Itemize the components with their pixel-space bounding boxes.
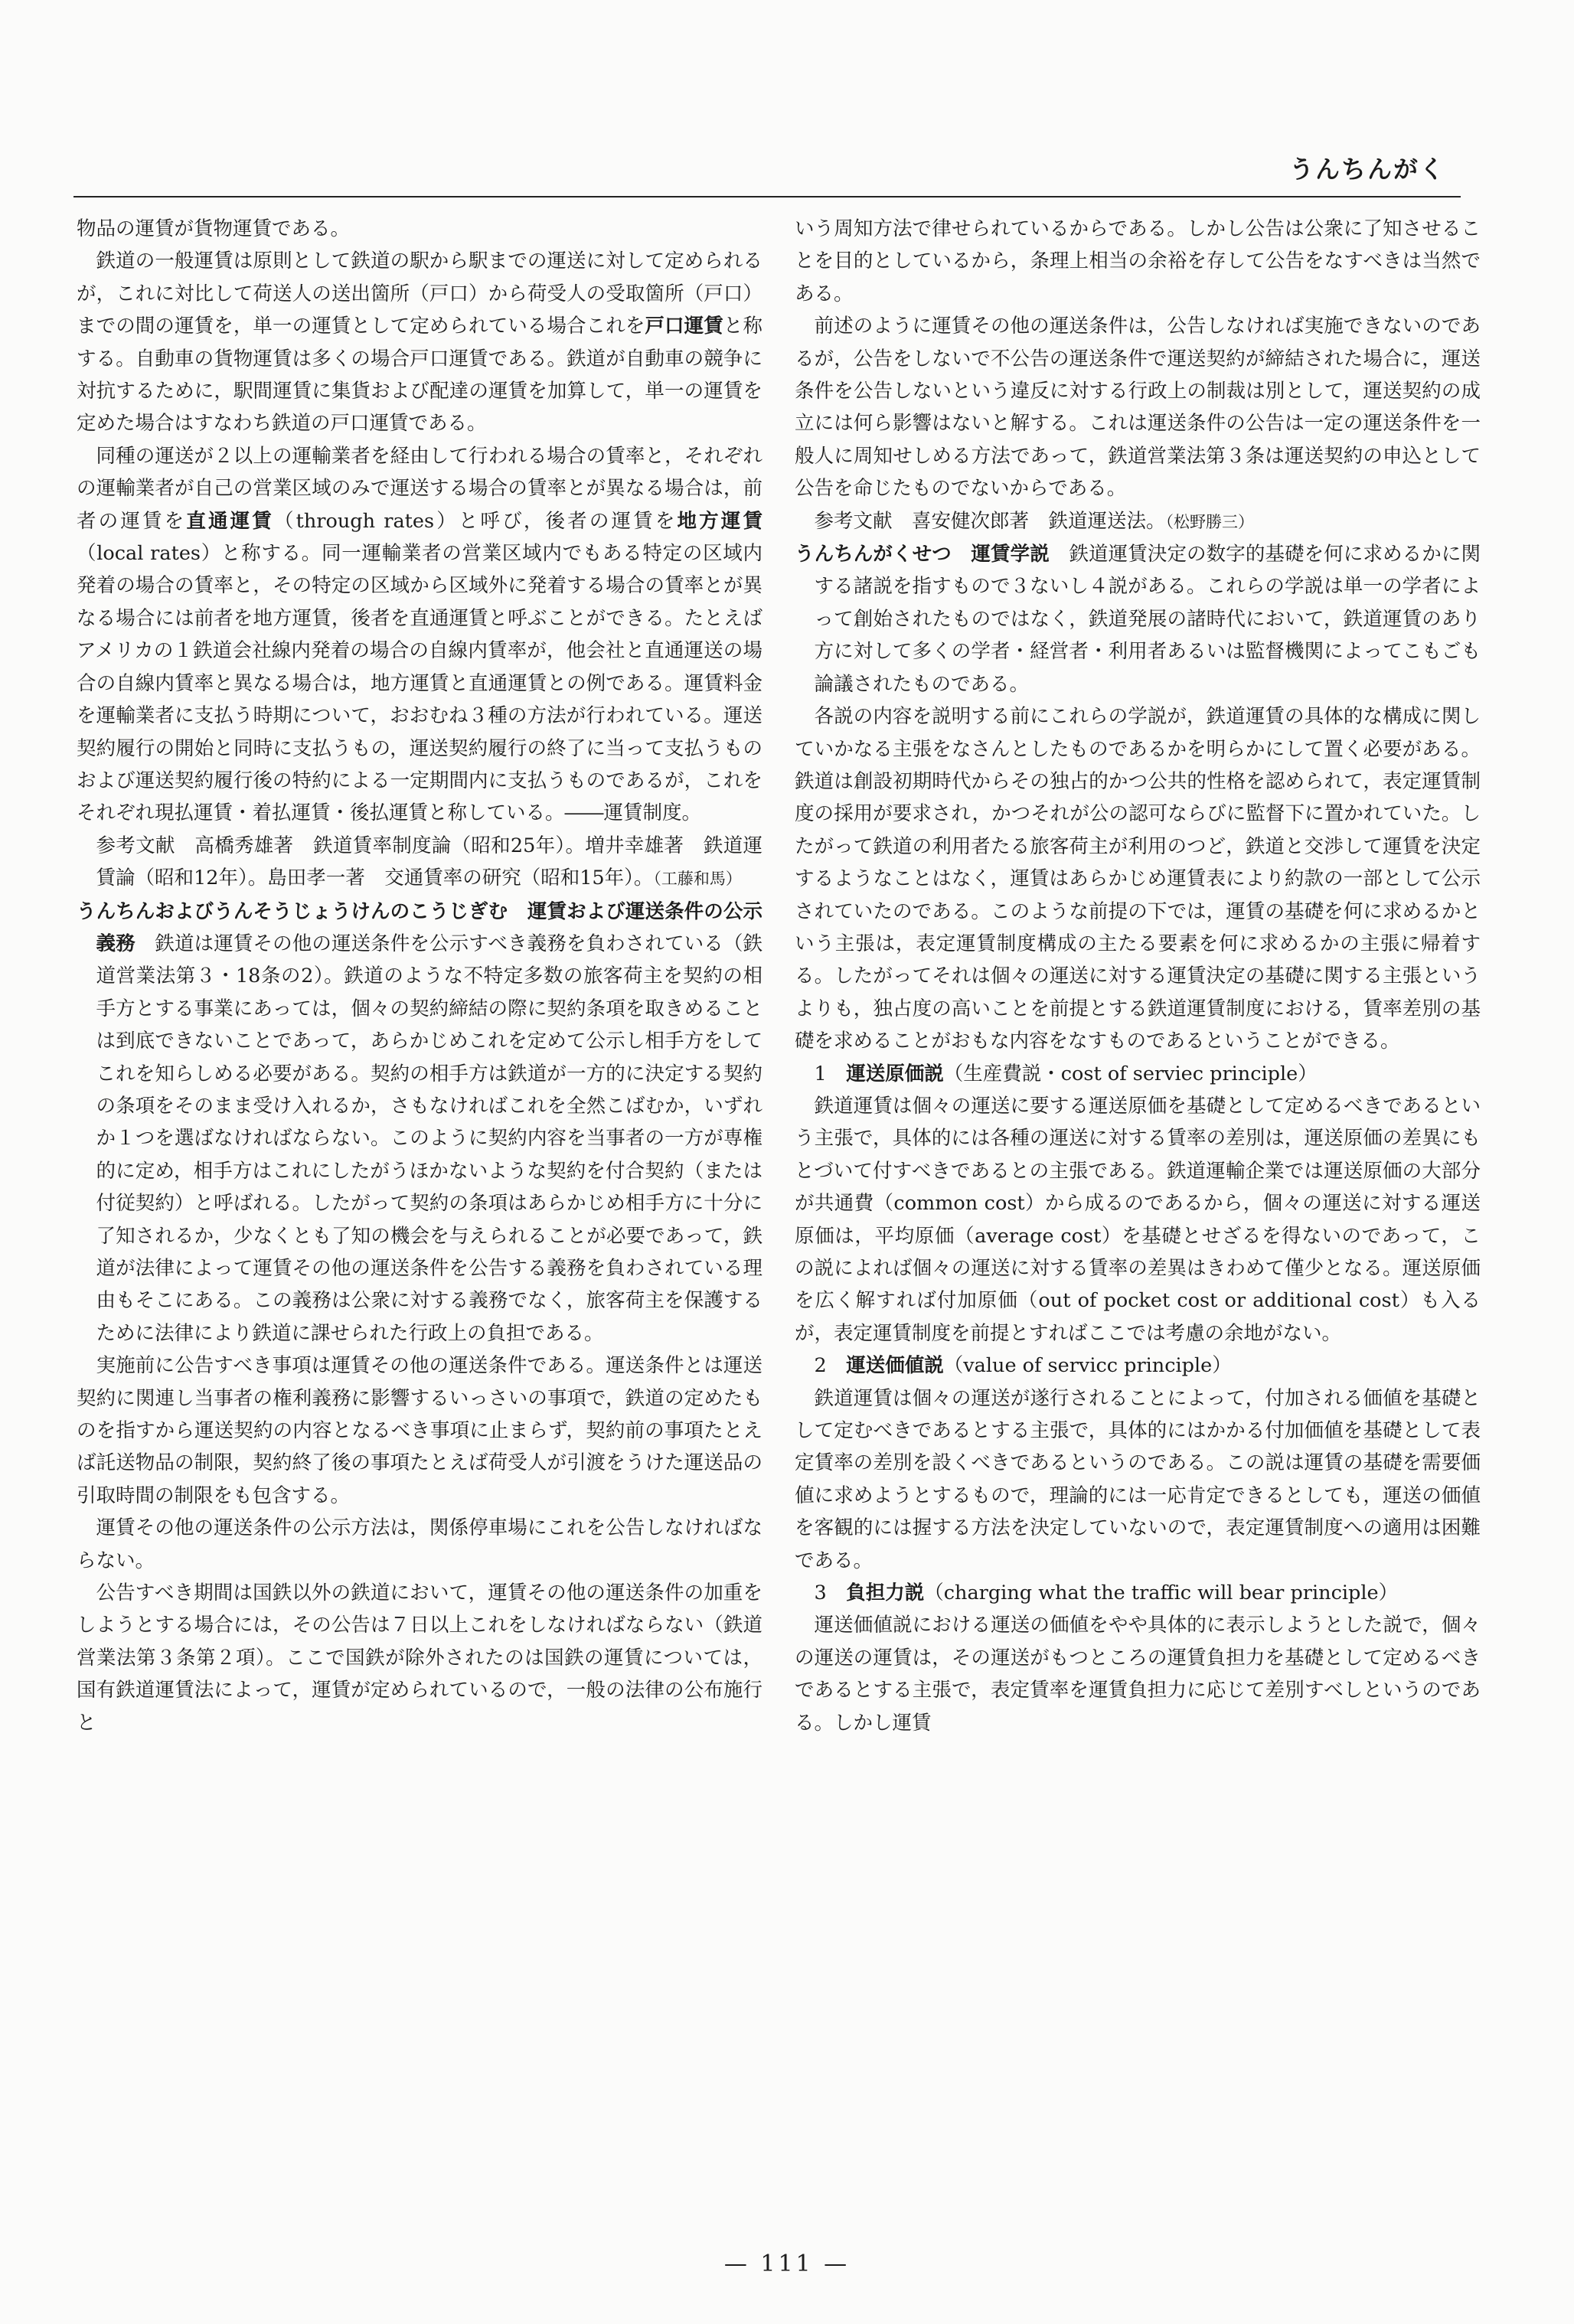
subsection-title: 運送原価説 [846, 1062, 944, 1085]
paragraph: 各説の内容を説明する前にこれらの学説が，鉄道運賃の具体的な構成に関していかなる主張をなさんとしたものであるかを明らかにして置く必要がある。鉄道は創設初期時代からその独占的かつ公共的性格を認められて，表定運賃制度の採用が要求され，かつそれが公の認可ならびに監督下に置かれていた。したがって鉄道の利用者たる旅客荷主が利用のつど，鉄道と交渉して運賃を決定するようなことはなく，運賃はあらかじめ運賃表により約款の一部として公示されていたのである。このような前提の下では，運賃の基礎を何に求めるかという主張は，表定運賃制度構成の主たる要素を何に求めるかの主張に帰着する。したがってそれは個々の運送に対する運賃決定の基礎に関する主張というよりも，独占度の高いことを前提とする鉄道運賃制度における，賃率差別の基礎を求めることがおもな内容をなすものであるということができる。 [795, 705, 1481, 1053]
author-signature: （松野勝三） [1165, 512, 1255, 531]
subsection-gloss: （value of servicc principle） [943, 1354, 1232, 1378]
paragraph: 鉄道運賃は個々の運送が遂行されることによって，付加される価値を基礎として定むべきであるとする主張で，具体的にはかかる付加価値を基礎として表定賃率の差別を設くべきであるというのである。この説は運賃の基礎を需要価値に求めようとするもので，理論的には一応肯定できるとしても，運送の価値を客観的には握する方法を決定していないので，表定運賃制度への適用は困難である。 [795, 1386, 1481, 1572]
subsection-heading [795, 1350, 1481, 1382]
subsection-heading [795, 1058, 1481, 1090]
reference-text: 参考文献 喜安健次郎著 鉄道運送法。 [814, 509, 1166, 533]
subsection-number: 1 [814, 1062, 827, 1085]
subsection-heading [795, 1577, 1481, 1609]
reference [77, 830, 763, 896]
entry [795, 538, 1481, 700]
term-bold: 直通運賃 [186, 509, 274, 533]
subsection-title: 運送価値説 [846, 1354, 944, 1378]
right-column [795, 213, 1481, 1739]
term-bold: 戸口運賃 [645, 315, 723, 338]
text-run: （through rates）と呼び，後者の運賃を [273, 509, 678, 533]
entry-term: 運賃および運送条件の公示義務 [96, 899, 763, 955]
entry-headword: うんちんおよびうんそうじょうけんのこうじぎむ [77, 899, 508, 923]
paragraph: 運送価値説における運送の価値をやや具体的に表示しようとした説で，個々の運送の運賃は，その運送がもつところの運賃負担力を基礎として定めるべきであるとする主張で，表定賃率を運賃負担力に応じて差別すべしというのである。しかし運賃 [795, 1614, 1481, 1735]
text-run: と称する。自動車の貨物運賃は多くの場合戸口運賃である。鉄道が自動車の競争に対抗するために，駅間運賃に集貨および配達の運賃を加算して，単一の運賃を定めた場合はすなわち鉄道の戸口運賃である。 [77, 315, 763, 436]
paragraph [77, 440, 763, 830]
text-run: （local rates）と称する。同一運輸業者の営業区域内でもある特定の区域内発着の場合の賃率と，その特定の区域から区域外に発着する場合の賃率とが異なる場合には前者を地方運賃，後者を直通運賃と呼ぶことができる。たとえばアメリカの１鉄道会社線内発着の場合の自線内賃率が，他会社と直通運送の場合の自線内賃率と異なる場合は，地方運賃と直通運賃との例である。運賃料金を運輸業者に支払う時期について，おおむね３種の方法が行われている。運送契約履行の開始と同時に支払うもの，運送契約履行の終了に当って支払うものおよび運送契約履行後の特約による一定期間内に支払うものであるが，これをそれぞれ現払運賃・着払運賃・後払運賃と称している。――運賃制度。 [77, 542, 763, 825]
reference [795, 505, 1481, 538]
paragraph: 前述のように運賃その他の運送条件は，公告しなければ実施できないのであるが，公告をしないで不公告の運送条件で運送契約が締結された場合に，運送条件を公告しないという違反に対する行政上の制裁は別として，運送契約の成立には何ら影響はないと解する。これは運送条件の公告は一定の運送条件を一般人に周知せしめる方法であって，鉄道営業法第３条は運送契約の申込として公告を命じたものでないからである。 [795, 315, 1481, 501]
author-signature: （工藤和馬） [653, 870, 742, 889]
entry-text: 鉄道運賃決定の数字的基礎を何に求めるかに関する諸説を指すもので３ないし４説がある。これらの学説は単一の学者によって創始されたものではなく，鉄道発展の諸時代において，鉄道運賃のあり方に対して多くの学者・経営者・利用者あるいは監督機関によってこもごも論議されたものである。 [814, 543, 1481, 696]
paragraph: 鉄道運賃は個々の運送に要する運送原価を基礎として定めるべきであるという主張で，具体的には各種の運送に対する賃率の差別は，運送原価の差異にもとづいて付すべきであるとの主張である。鉄道運輸企業では運送原価の大部分が共通費（common cost）から成るのであるから，個々の運送に対する運送原価は，平均原価（average cost）を基礎とせざるを得ないのであって，この説によれば個々の運送に対する賃率の差異はきわめて僅少となる。運送原価を広く解すれば付加原価（out of pocket cost or additional cost）も入るが，表定運賃制度を前提とすればここでは考慮の余地がない。 [795, 1094, 1481, 1345]
paragraph: 物品の運賃が貨物運賃である。 [77, 217, 351, 240]
entry-headword: うんちんがくせつ [795, 543, 952, 566]
reference-text: 参考文献 高橋秀雄著 鉄道賃率制度論（昭和25年）。増井幸雄著 鉄道運賃論（昭和12年）。島田孝一著 交通賃率の研究（昭和15年）。 [96, 834, 763, 890]
subsection-gloss: （生産費説・cost of serviec principle） [943, 1062, 1318, 1085]
paragraph: 実施前に公告すべき事項は運賃その他の運送条件である。運送条件とは運送契約に関連し当事者の権利義務に影響するいっさいの事項で，鉄道の定めたものを指すから運送契約の内容となるべき事項に止まらず，契約前の事項たとえば託送物品の制限，契約終了後の事項たとえば荷受人が引渡をうけた運送品の引取時間の制限をも包含する。 [77, 1354, 763, 1507]
entry-text: 鉄道は運賃その他の運送条件を公示すべき義務を負わされている（鉄道営業法第３・18条の2）。鉄道のような不特定多数の旅客荷主を契約の相手方とする事業にあっては，個々の契約締結の際に契約条項を取きめることは到底できないことであって，あらかじめこれを定めて公示し相手方をしてこれを知らしめる必要がある。契約の相手方は鉄道が一方的に決定する契約の条項をそのまま受け入れるか，さもなければこれを全然こばむか，いずれか１つを選ばなければならない。このように契約内容を当事者の一方が専権的に定め，相手方はこれにしたがうほかないような契約を付合契約（または付従契約）と呼ばれる。したがって契約の条項はあらかじめ相手方に十分に了知されるか，少なくとも了知の機会を与えられることが必要であって，鉄道が法律によって運賃その他の運送条件を公告する義務を負わされている理由もそこにある。この義務は公衆に対する義務でなく，旅客荷主を保護するために法律により鉄道に課せられた行政上の負担である。 [96, 932, 763, 1345]
running-head: うんちんがく [1288, 155, 1445, 184]
left-column [77, 213, 763, 1739]
page-number: — 111 — [723, 2251, 851, 2277]
text-run: 鉄道の一般運賃は原則として鉄道の駅から駅までの運送に対して定められるが，これに対比して荷送人の送出箇所（戸口）から荷受人の受取箇所（戸口）までの間の運賃を，単一の運賃として定められている場合これを [77, 250, 763, 338]
header-rule [73, 196, 1461, 197]
paragraph: いう周知方法で律せられているからである。しかし公告は公衆に了知させることを目的としているから，条理上相当の余裕を存して公告をなすべきは当然である。 [795, 217, 1481, 305]
text-run: 同種の運送が２以上の運輸業者を経由して行われる場合の賃率と，それぞれの運輸業者が自己の営業区域のみで運送する場合の賃率とが異なる場合は，前者の運賃を [77, 444, 763, 533]
paragraph: 公告すべき期間は国鉄以外の鉄道において，運賃その他の運送条件の加重をしようとする場合には，その公告は７日以上これをしなければならない（鉄道営業法第３条第２項）。ここで国鉄が除外されたのは国鉄の運賃については，国有鉄道運賃法によって，運賃が定められているので，一般の法律の公布施行と [77, 1581, 763, 1735]
paragraph: 運賃その他の運送条件の公示方法は，関係停車場にこれを公告しなければならない。 [77, 1516, 763, 1572]
entry-term: 運賃学説 [971, 543, 1050, 566]
term-bold: 地方運賃 [677, 509, 763, 533]
subsection-number: 2 [814, 1354, 827, 1378]
subsection-number: 3 [814, 1581, 827, 1605]
subsection-title: 負担力説 [846, 1581, 925, 1605]
entry [77, 896, 763, 1350]
subsection-gloss: （charging what the traffic will bear principle） [924, 1581, 1399, 1605]
paragraph [77, 245, 763, 439]
